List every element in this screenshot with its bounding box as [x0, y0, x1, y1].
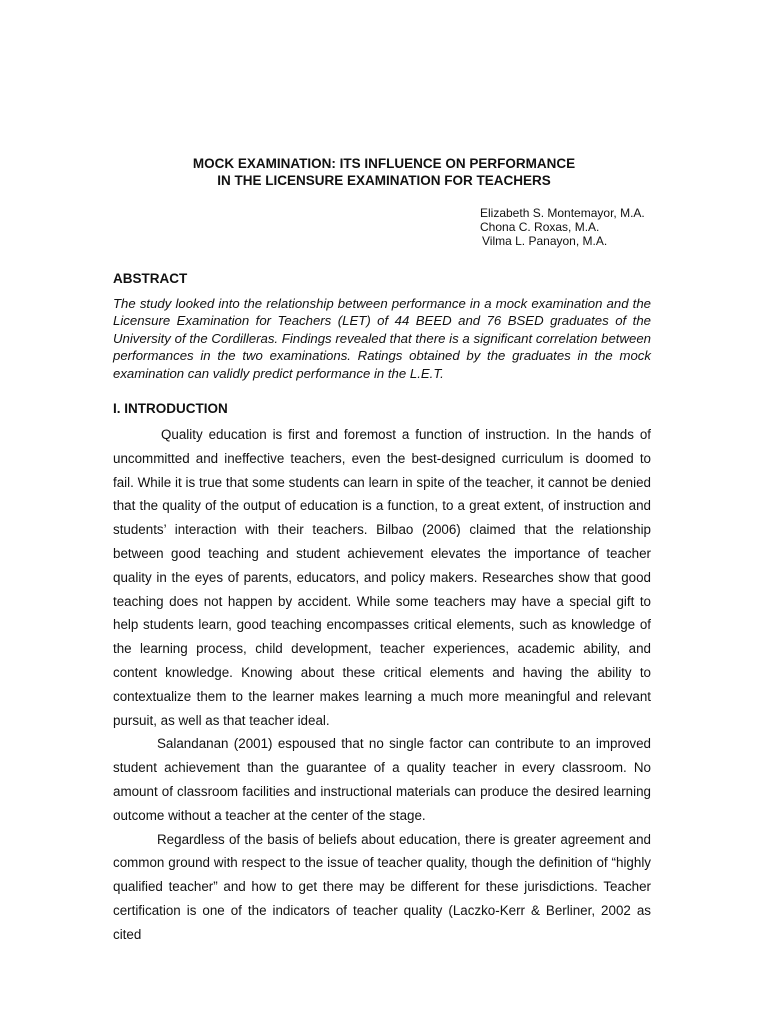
paper-title	[0, 155, 768, 189]
body-paragraph: Salandanan (2001) espoused that no single factor can contribute to an improved student achievement than the guarantee of a quality teacher in every classroom. No amount of classroom facilities and instructional materials can produce the desired learning outcome without a teacher at the center of the stage.	[113, 736, 651, 823]
author-list	[480, 206, 645, 248]
abstract-text: The study looked into the relationship between performance in a mock examination and the Licensure Examination for Teachers (LET) of 44 BEED and 76 BSED graduates of the University of the Cordilleras. Findings revealed that there is a significant correlation between performances in the two examinations. Ratings obtained by the graduates in the mock examination can validly predict performance in the L.E.T.	[113, 296, 651, 381]
body-paragraph: Quality education is first and foremost a function of instruction. In the hands of uncommitted and ineffective teachers, even the best-designed curriculum is doomed to fail. While it is true that some students can learn in spite of the teacher, it cannot be denied that the quality of the output of education is a function, to a great extent, of instruction and students’ interaction with their teachers. Bilbao (2006) claimed that the relationship between good teaching and student achievement elevates the importance of teacher quality in the eyes of parents, educators, and policy makers. Researches show that good teaching does not happen by accident. While some teachers may have a special gift to help students learn, good teaching encompasses critical elements, such as knowledge of the learning process, child development, teacher experiences, academic ability, and content knowledge. Knowing about these critical elements and having the ability to contextualize them to the learner makes learning a much more meaningful and relevant pursuit, as well as that teacher ideal.	[113, 427, 651, 728]
author-name: Chona C. Roxas, M.A.	[480, 220, 600, 234]
body-paragraph: Regardless of the basis of beliefs about education, there is greater agreement and common ground with respect to the issue of teacher quality, though the definition of “highly qualified teacher” and how to get there may be different for these jurisdictions. Teacher certification is one of the indicators of teacher quality (Laczko-Kerr & Berliner, 2002 as cited	[113, 831, 651, 942]
author-name: Vilma L. Panayon, M.A.	[482, 234, 608, 248]
introduction-heading: I. INTRODUCTION	[113, 401, 228, 416]
introduction-body	[113, 423, 651, 947]
paper-title-line-2: IN THE LICENSURE EXAMINATION FOR TEACHERS	[217, 173, 551, 188]
paper-title-line-1: MOCK EXAMINATION: ITS INFLUENCE ON PERFORMANCE	[192, 156, 576, 171]
abstract-heading: ABSTRACT	[113, 271, 188, 286]
author-name: Elizabeth S. Montemayor, M.A.	[480, 206, 645, 220]
